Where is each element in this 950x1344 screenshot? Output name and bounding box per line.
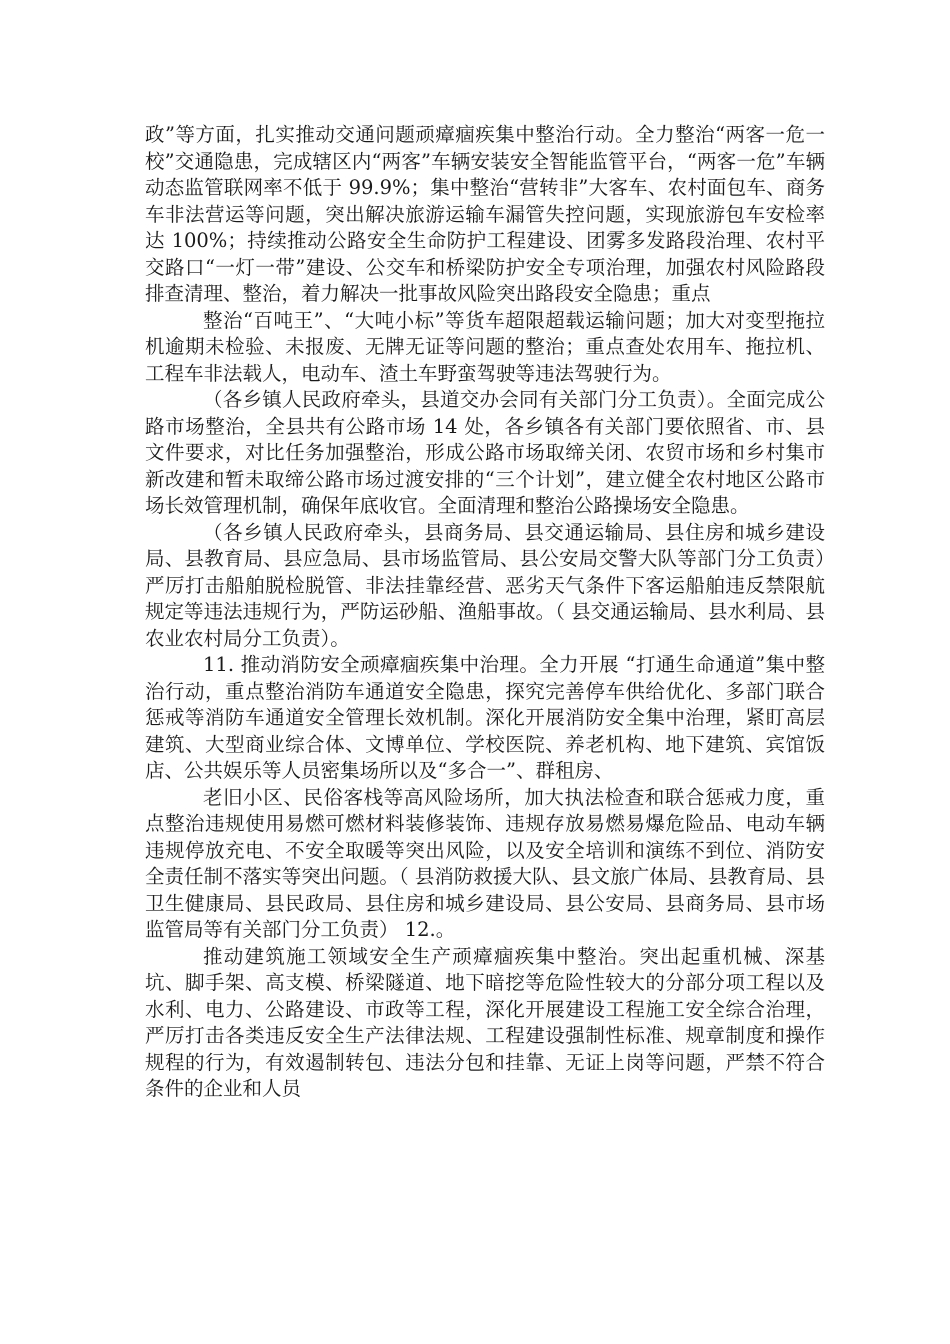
paragraph-1: 政”等方面，扎实推动交通问题顽瘴痼疾集中整治行动。全力整治“两客一危一校”交通隐患，完成辖区内“两客”车辆安装安全智能监管平台，“两客一危”车辆动态监管联网率不低于 99.9%；集中整治“营转非”大客车、农村面包车、商务车非法营运等问题，突出解决旅游运输车漏管失控问题，实现旅游包车安检率达 100%；持续推动公路安全生命防护工程建设、团雾多发路段治理、农村平交路口“一灯一带”建设、公交车和桥梁防护安全专项治理，加强农村风险路段排查清理、整治，着力解决一批事故风险突出路段安全隐患；重点 bbox=[145, 123, 825, 305]
paragraph-2: 整治“百吨王”、“大吨小标”等货车超限超载运输问题；加大对变型拖拉机逾期未检验、未报废、无牌无证等问题的整治；重点查处农用车、拖拉机、工程车非法载人，电动车、渣土车野蛮驾驶等违法驾驶行为。 bbox=[145, 308, 825, 385]
paragraph-6: 老旧小区、民俗客栈等高风险场所，加大执法检查和联合惩戒力度，重点整治违规使用易燃可燃材料装修装饰、违规存放易燃易爆危险品、电动车辆违规停放充电、不安全取暖等突出风险，以及安全培训和演练不到位、消防安全责任制不落实等突出问题。（ 县消防救援大队、县文旅广体局、县教育局、县卫生健康局、县民政局、县住房和城乡建设局、县公安局、县商务局、县市场监管局等有关部门分工负责） 12.。 bbox=[145, 785, 825, 941]
document-body bbox=[145, 122, 825, 1103]
paragraph-5: 11. 推动消防安全顽瘴痼疾集中治理。全力开展 “打通生命通道”集中整治行动，重点整治消防车通道安全隐患，探究完善停车供给优化、多部门联合惩戒等消防车通道安全管理长效机制。深化开展消防安全集中治理，紧盯高层建筑、大型商业综合体、文博单位、学校医院、养老机构、地下建筑、宾馆饭店、公共娱乐等人员密集场所以及“多合一”、群租房、 bbox=[145, 653, 825, 782]
paragraph-7: 推动建筑施工领域安全生产顽瘴痼疾集中整治。突出起重机械、深基坑、脚手架、高支模、桥梁隧道、地下暗挖等危险性较大的分部分项工程以及水利、电力、公路建设、市政等工程，深化开展建设工程施工安全综合治理，严厉打击各类违反安全生产法律法规、工程建设强制性标准、规章制度和操作规程的行为，有效遏制转包、违法分包和挂靠、无证上岗等问题，严禁不符合条件的企业和人员 bbox=[145, 944, 825, 1100]
paragraph-3: （各乡镇人民政府牵头，县道交办会同有关部门分工负责）。全面完成公路市场整治，全县共有公路市场 14 处，各乡镇各有关部门要依照省、市、县文件要求，对比任务加强整治，形成公路市场取缔关闭、农贸市场和乡村集市新改建和暂未取缔公路市场过渡安排的“三个计划”，建立健全农村地区公路市场长效管理机制，确保年底收官。全面清理和整治公路操场安全隐患。 bbox=[145, 388, 825, 517]
paragraph-4: （各乡镇人民政府牵头，县商务局、县交通运输局、县住房和城乡建设局、县教育局、县应急局、县市场监管局、县公安局交警大队等部门分工负责）严厉打击船舶脱检脱管、非法挂靠经营、恶劣天气条件下客运船舶违反禁限航规定等违法违规行为，严防运砂船、渔船事故。（ 县交通运输局、县水利局、县农业农村局分工负责）。 bbox=[145, 520, 825, 650]
